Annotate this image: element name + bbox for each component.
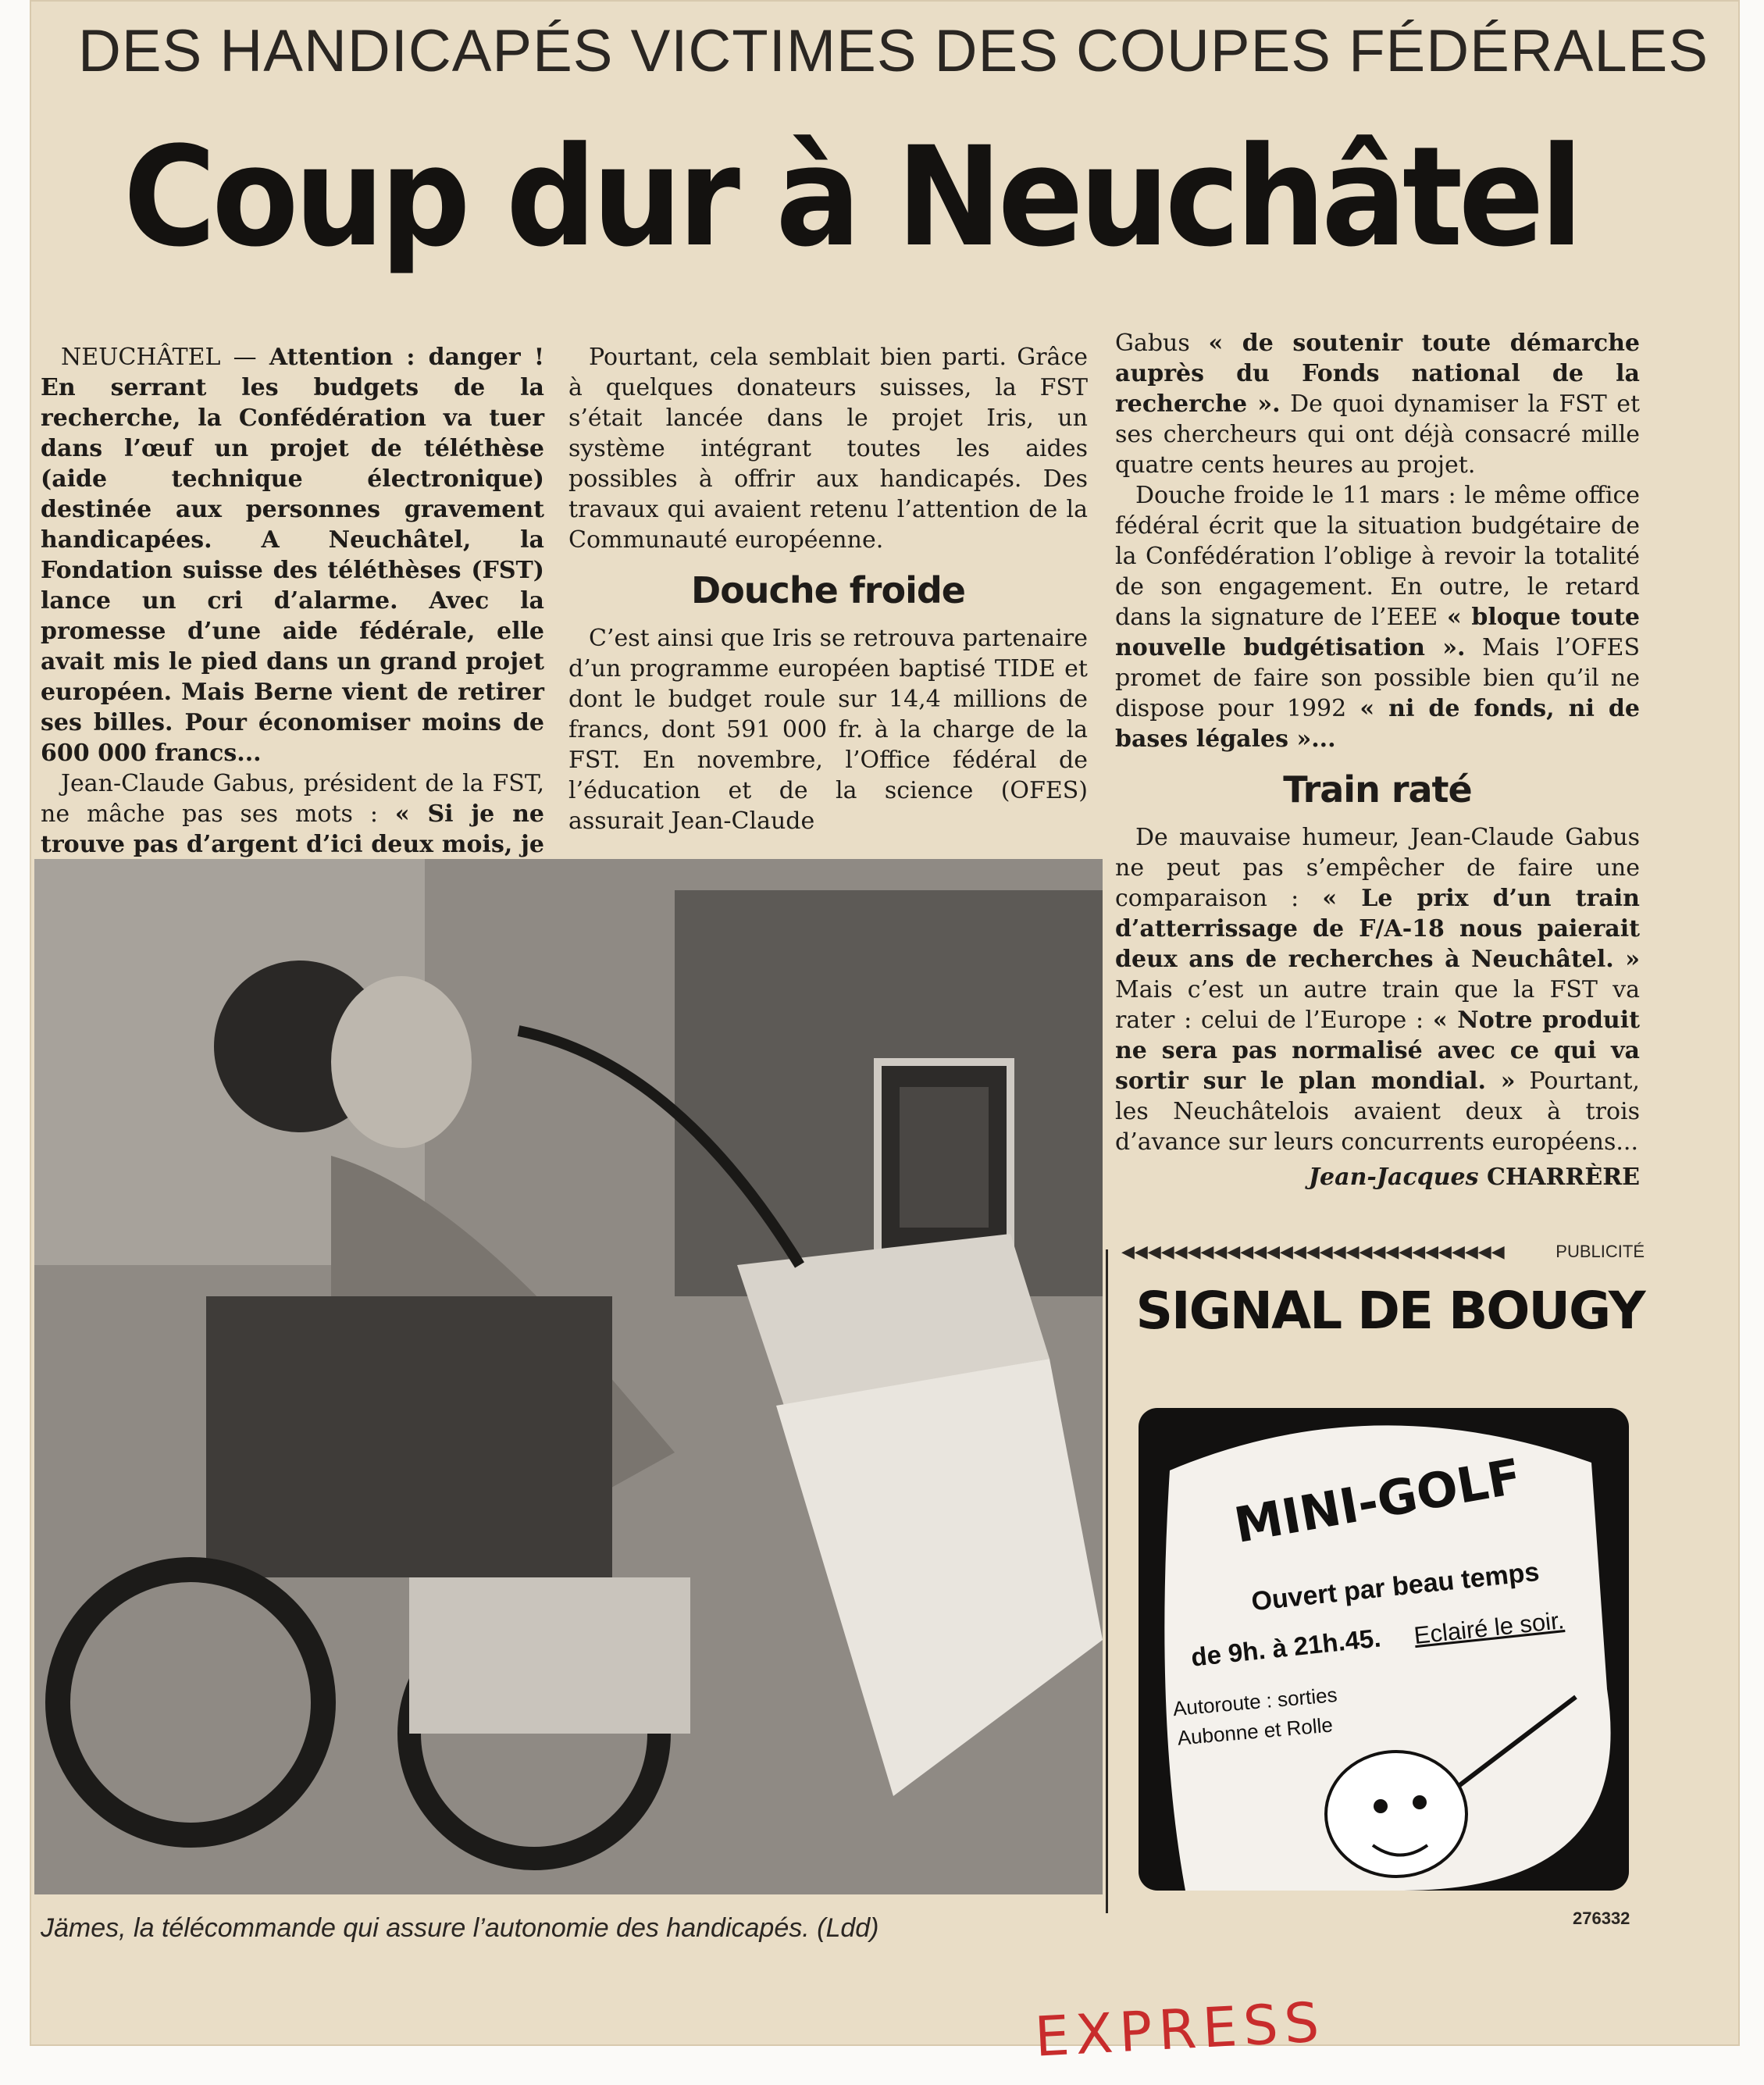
quote: « de soutenir toute démarche auprès du Fonds national de la recherche ».	[1115, 330, 1640, 418]
paragraph-text: Mais c’est un autre train que la FST va rater : celui de l’Europe :	[1115, 976, 1640, 1034]
lead-paragraph	[41, 342, 544, 768]
dateline: NEUCHÂTEL —	[61, 344, 257, 371]
article-column-1	[41, 342, 544, 921]
quote: « Le prix d’un train d’atterrissage de F/A-18 nous paierait deux ans de recherches à Neuchâtel. »	[1115, 885, 1640, 973]
quote: « bloque toute nouvelle budgétisation ».	[1115, 604, 1640, 661]
paragraph-text: Gabus	[1115, 330, 1190, 357]
paragraph-text: De quoi dynamiser la FST et ses chercheurs qui ont déjà consacré mille quatre cents heures au projet.	[1115, 390, 1640, 479]
paragraph	[1115, 480, 1640, 754]
article-column-3	[1115, 328, 1640, 1192]
advert-reference: 276332	[1573, 1909, 1630, 1928]
advert-label: PUBLICITÉ	[1556, 1242, 1645, 1261]
paragraph-text: Douche froide le 11 mars : le même office fédéral écrit que la situation budgétaire de la Confédération l’oblige à revoir la totalité de son engagement. En outre, le retard dans la signature de l’EEE	[1115, 482, 1640, 631]
byline-last: CHARRÈRE	[1486, 1164, 1640, 1191]
article-column-2	[568, 342, 1088, 836]
lead-text: Attention : danger ! En serrant les budgets de la recherche, la Confédération va tuer dans l’œuf un projet de téléthèse (aide technique électronique) destinée aux personnes gravement handicapées. A Neuchâtel, la Fondation suisse des téléthèses (FST) lance un cri d’alarme. Avec la promesse d’une aide fédérale, elle avait mis le pied dans un grand projet européen. Mais Berne vient de retirer ses billes. Pour économiser moins de 600 000 francs...	[41, 344, 544, 767]
surtitle: DES HANDICAPÉS VICTIMES DES COUPES FÉDÉRALES	[78, 18, 1709, 84]
advert-label-row	[1121, 1242, 1645, 1262]
paragraph: C’est ainsi que Iris se retrouva partenaire d’un programme européen baptisé TIDE et dont le budget roule sur 14,4 millions de francs, dont 591 000 fr. à la charge de la FST. En novembre, l’Office fédéral de l’éducation et de la science (OFES) assurait Jean-Claude	[568, 625, 1088, 835]
quote: « Notre produit ne sera pas normalisé avec ce qui va sortir sur le plan mondial. »	[1115, 1007, 1640, 1095]
byline-first: Jean-Jacques	[1308, 1164, 1479, 1191]
advert-illustration	[1139, 1408, 1629, 1891]
advert-title: SIGNAL DE BOUGY	[1135, 1281, 1645, 1341]
article-photo	[34, 859, 1103, 1894]
quote: « Si je ne trouve pas d’argent d’ici deux mois, je	[41, 800, 544, 858]
column-divider	[1106, 1249, 1108, 1913]
headline: Coup dur à Neuchâtel	[123, 117, 1580, 277]
paragraph	[1115, 822, 1640, 1157]
advert-panel	[1139, 1408, 1629, 1891]
paragraph-text: Mais l’OFES promet de faire son possible bien qu’il ne dispose pour 1992	[1115, 634, 1640, 722]
paragraph-text: De mauvaise humeur, Jean-Claude Gabus ne peut pas s’empêcher de faire une comparaison :	[1115, 824, 1640, 912]
route-line-2: Aubonne et Rolle	[1176, 1713, 1334, 1750]
subheading: Douche froide	[691, 569, 965, 611]
evening-line: Eclairé le soir.	[1413, 1606, 1566, 1650]
paragraph-text: Pourtant, les Neuchâtelois avaient deux à trois d’avance sur leurs concurrents européens...	[1115, 1067, 1640, 1156]
handwritten-stamp: EXPRESS	[1033, 1990, 1327, 2069]
quote: « ni de fonds, ni de bases légales »...	[1115, 695, 1640, 753]
arrow-row-icon: ◀◀◀◀◀◀◀◀◀◀◀◀◀◀◀◀◀◀◀◀◀◀◀◀◀◀◀◀◀	[1121, 1242, 1505, 1261]
paragraph: Pourtant, cela semblait bien parti. Grâce à quelques donateurs suisses, la FST s’était lancée dans le projet Iris, un système intégrant toutes les aides possibles à offrir aux handicapés. Des travaux qui avaient retenu l’attention de la Communauté européenne.	[568, 344, 1088, 554]
photo-illustration	[34, 859, 1103, 1894]
photo-caption: Jämes, la télécommande qui assure l’autonomie des handicapés. (Ldd)	[41, 1913, 879, 1943]
paragraph-text: Jean-Claude Gabus, président de la FST, ne mâche pas ses mots :	[41, 770, 544, 828]
paragraph	[1115, 328, 1640, 480]
subheading: Train raté	[1283, 768, 1472, 811]
minigolf-heading: MINI-GOLF	[1230, 1447, 1526, 1554]
opening-line: Ouvert par beau temps	[1249, 1556, 1541, 1617]
route-line-1: Autoroute : sorties	[1171, 1682, 1338, 1721]
hours-line: de 9h. à 21h.45.	[1189, 1623, 1383, 1672]
byline	[1115, 1162, 1640, 1192]
